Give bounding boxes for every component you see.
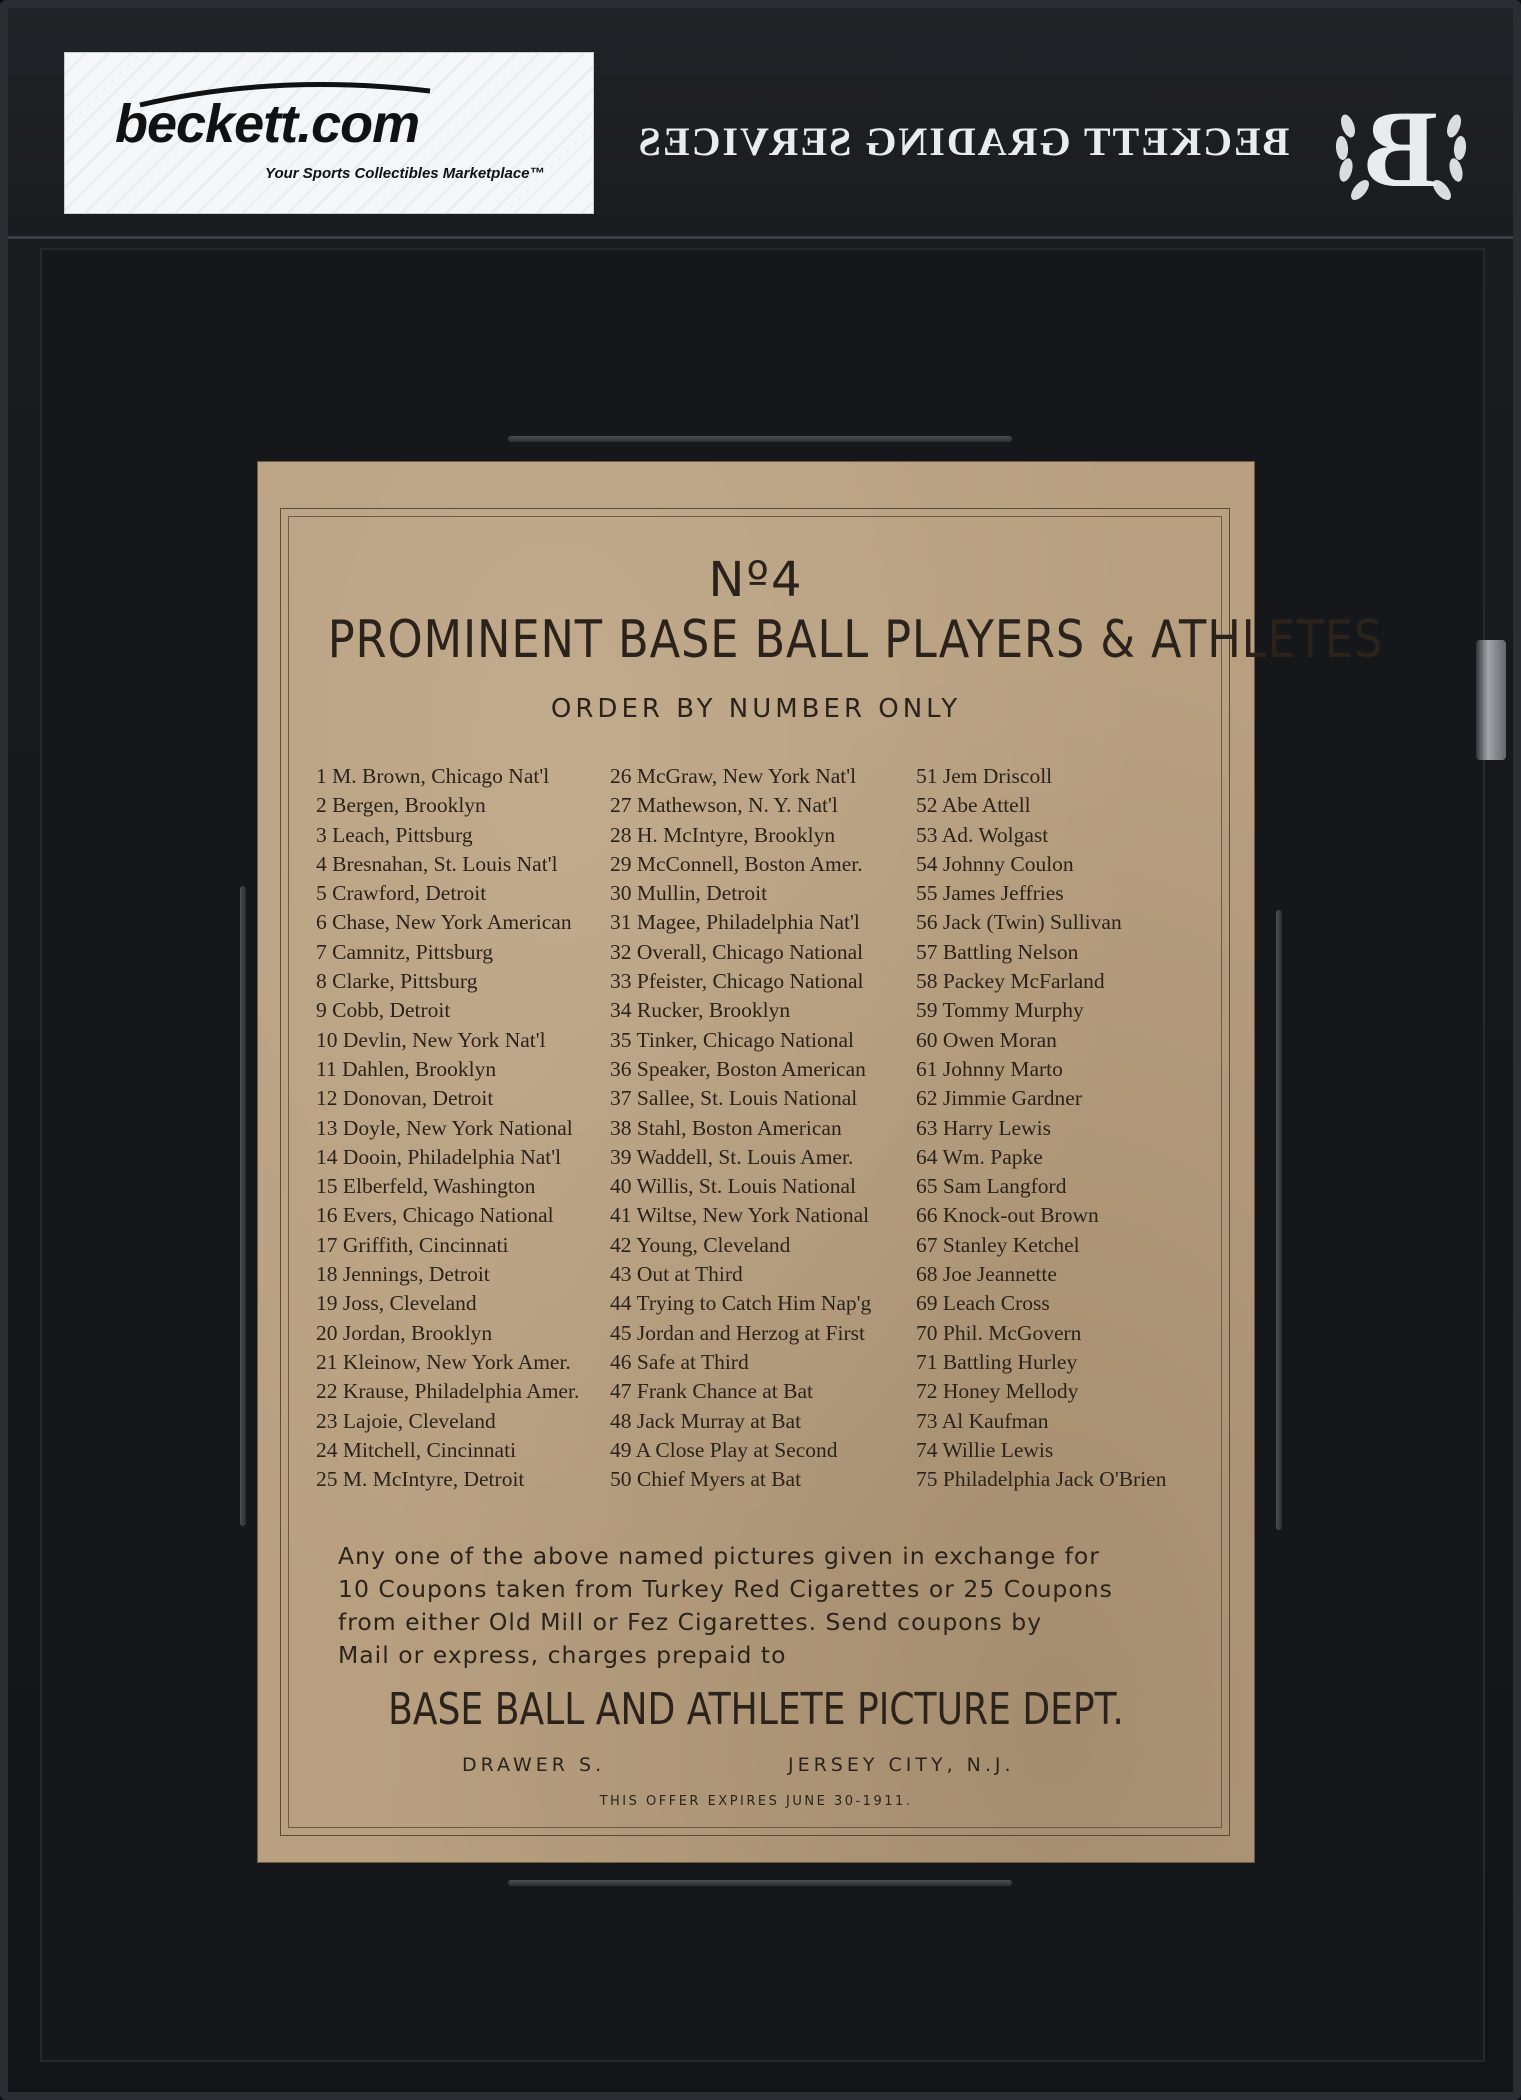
beckett-label [64, 52, 594, 214]
checklist-entry: 60 Owen Moran [916, 1027, 1057, 1052]
drawer-address: DRAWER S. [462, 1754, 606, 1776]
checklist-entry: 1 M. Brown, Chicago Nat'l [316, 764, 550, 788]
checklist-entry: 51 Jem Driscoll [916, 764, 1053, 788]
checklist-entry: 54 Johnny Coulon [916, 851, 1074, 876]
checklist-entry: 57 Battling Nelson [916, 939, 1079, 964]
checklist-column-2 [610, 762, 871, 1494]
beckett-logo: beckett.com [115, 94, 420, 154]
offer-expires: THIS OFFER EXPIRES JUNE 30-1911. [599, 1794, 913, 1809]
card-number: Nº4 [708, 552, 804, 608]
checklist-entry: 48 Jack Murray at Bat [610, 1408, 802, 1433]
checklist-entry: 35 Tinker, Chicago National [610, 1027, 854, 1052]
checklist-entry: 70 Phil. McGovern [916, 1320, 1082, 1345]
checklist-entry: 67 Stanley Ketchel [916, 1232, 1080, 1257]
left-ridge [240, 886, 246, 1526]
exchange-line: Mail or express, charges prepaid to [338, 1641, 787, 1669]
checklist-entry: 21 Kleinow, New York Amer. [316, 1349, 571, 1374]
checklist-entry: 27 Mathewson, N. Y. Nat'l [610, 793, 838, 818]
card-back [258, 462, 1384, 1862]
checklist-entry: 45 Jordan and Herzog at First [610, 1320, 865, 1345]
checklist-entry: 47 Frank Chance at Bat [610, 1379, 814, 1404]
checklist-entry: 71 Battling Hurley [916, 1349, 1078, 1374]
checklist-entry: 50 Chief Myers at Bat [610, 1467, 802, 1492]
checklist-entry: 63 Harry Lewis [916, 1115, 1051, 1140]
checklist-entry: 31 Magee, Philadelphia Nat'l [610, 910, 860, 935]
grader-name: BECKETT GRADING SERVICES [636, 119, 1290, 164]
checklist-entry: 73 Al Kaufman [916, 1408, 1049, 1433]
checklist-entry: 61 Johnny Marto [916, 1056, 1063, 1081]
checklist-entry: 34 Rucker, Brooklyn [610, 998, 791, 1023]
checklist-entry: 16 Evers, Chicago National [316, 1203, 554, 1228]
checklist-entry: 40 Willis, St. Louis National [610, 1174, 856, 1199]
checklist-entry: 59 Tommy Murphy [916, 998, 1084, 1023]
checklist-column-1 [316, 762, 579, 1494]
checklist-entry: 17 Griffith, Cincinnati [316, 1232, 509, 1257]
card-title: PROMINENT BASE BALL PLAYERS & ATHLETES [327, 610, 1384, 670]
checklist-entry: 43 Out at Third [610, 1262, 743, 1287]
checklist-entry: 13 Doyle, New York National [316, 1115, 573, 1140]
checklist-entry: 41 Wiltse, New York National [610, 1203, 870, 1228]
checklist-entry: 6 Chase, New York American [316, 910, 572, 935]
checklist-entry: 33 Pfeister, Chicago National [610, 969, 864, 994]
checklist-entry: 58 Packey McFarland [916, 969, 1105, 994]
city-address: JERSEY CITY, N.J. [788, 1754, 1015, 1776]
emblem-letter: B [1364, 88, 1438, 210]
checklist-entry: 9 Cobb, Detroit [316, 998, 451, 1023]
checklist-entry: 30 Mullin, Detroit [610, 881, 768, 906]
right-ridge [1276, 910, 1282, 1530]
checklist-entry: 23 Lajoie, Cleveland [316, 1408, 496, 1433]
checklist-entry: 72 Honey Mellody [916, 1379, 1079, 1404]
checklist-entry: 69 Leach Cross [916, 1291, 1050, 1316]
checklist-entry: 8 Clarke, Pittsburg [316, 969, 478, 994]
checklist-entry: 26 McGraw, New York Nat'l [610, 764, 857, 788]
slab-seal-tab [1476, 640, 1506, 760]
checklist-entry: 3 Leach, Pittsburg [316, 822, 473, 847]
checklist-entry: 75 Philadelphia Jack O'Brien [916, 1467, 1167, 1492]
checklist-entry: 49 A Close Play at Second [610, 1437, 838, 1462]
checklist-entry: 18 Jennings, Detroit [316, 1262, 490, 1287]
checklist-entry: 44 Trying to Catch Him Nap'g [610, 1291, 872, 1316]
exchange-line: Any one of the above named pictures given in exchange for [338, 1542, 1100, 1570]
checklist-entry: 20 Jordan, Brooklyn [316, 1320, 493, 1345]
checklist-entry: 64 Wm. Papke [916, 1144, 1043, 1169]
top-ridge [508, 436, 1012, 442]
checklist-entry: 62 Jimmie Gardner [916, 1086, 1082, 1111]
checklist-entry: 4 Bresnahan, St. Louis Nat'l [316, 851, 558, 876]
checklist-entry: 5 Crawford, Detroit [316, 881, 487, 906]
checklist-entry: 66 Knock-out Brown [916, 1203, 1099, 1228]
checklist-entry: 22 Krause, Philadelphia Amer. [316, 1379, 580, 1404]
checklist-entry: 19 Joss, Cleveland [316, 1291, 477, 1316]
checklist-column-3 [916, 762, 1166, 1494]
checklist-entry: 42 Young, Cleveland [610, 1232, 791, 1257]
checklist-entry: 74 Willie Lewis [916, 1437, 1054, 1462]
checklist-entry: 11 Dahlen, Brooklyn [316, 1056, 497, 1081]
checklist-entry: 53 Ad. Wolgast [916, 822, 1049, 847]
checklist-entry: 28 H. McIntyre, Brooklyn [610, 822, 836, 847]
order-note: ORDER BY NUMBER ONLY [550, 694, 962, 724]
checklist-entry: 46 Safe at Third [610, 1349, 749, 1374]
checklist-entry: 7 Camnitz, Pittsburg [316, 939, 493, 964]
beckett-tagline: Your Sports Collectibles Marketplace™ [265, 165, 545, 182]
checklist-entry: 36 Speaker, Boston American [610, 1056, 866, 1081]
checklist-entry: 38 Stahl, Boston American [610, 1115, 842, 1140]
exchange-line: from either Old Mill or Fez Cigarettes. Send coupons by [338, 1608, 1043, 1636]
laurel-emblem-icon [1326, 86, 1476, 216]
exchange-line: 10 Coupons taken from Turkey Red Cigarettes or 25 Coupons [338, 1575, 1113, 1603]
checklist-entry: 10 Devlin, New York Nat'l [316, 1027, 546, 1052]
checklist-entry: 32 Overall, Chicago National [610, 939, 864, 964]
checklist-entry: 65 Sam Langford [916, 1174, 1067, 1199]
slab-label-band [8, 8, 1513, 239]
checklist-entry: 56 Jack (Twin) Sullivan [916, 910, 1122, 935]
checklist-entry: 39 Waddell, St. Louis Amer. [610, 1144, 854, 1169]
checklist-entry: 2 Bergen, Brooklyn [316, 793, 486, 818]
checklist-entry: 25 M. McIntyre, Detroit [316, 1467, 525, 1492]
checklist-entry: 52 Abe Attell [916, 793, 1031, 818]
exchange-offer [338, 1540, 1198, 1672]
checklist-entry: 15 Elberfeld, Washington [316, 1174, 536, 1199]
checklist-entry: 37 Sallee, St. Louis National [610, 1086, 858, 1111]
checklist-entry: 12 Donovan, Detroit [316, 1086, 494, 1111]
bottom-ridge [508, 1880, 1012, 1886]
checklist-entry: 14 Dooin, Philadelphia Nat'l [316, 1144, 562, 1169]
checklist-entry: 24 Mitchell, Cincinnati [316, 1437, 517, 1462]
dept-name: BASE BALL AND ATHLETE PICTURE DEPT. [388, 1684, 1124, 1735]
checklist-entry: 29 McConnell, Boston Amer. [610, 851, 863, 876]
checklist-entry: 55 James Jeffries [916, 881, 1064, 906]
checklist-entry: 68 Joe Jeannette [916, 1262, 1057, 1287]
